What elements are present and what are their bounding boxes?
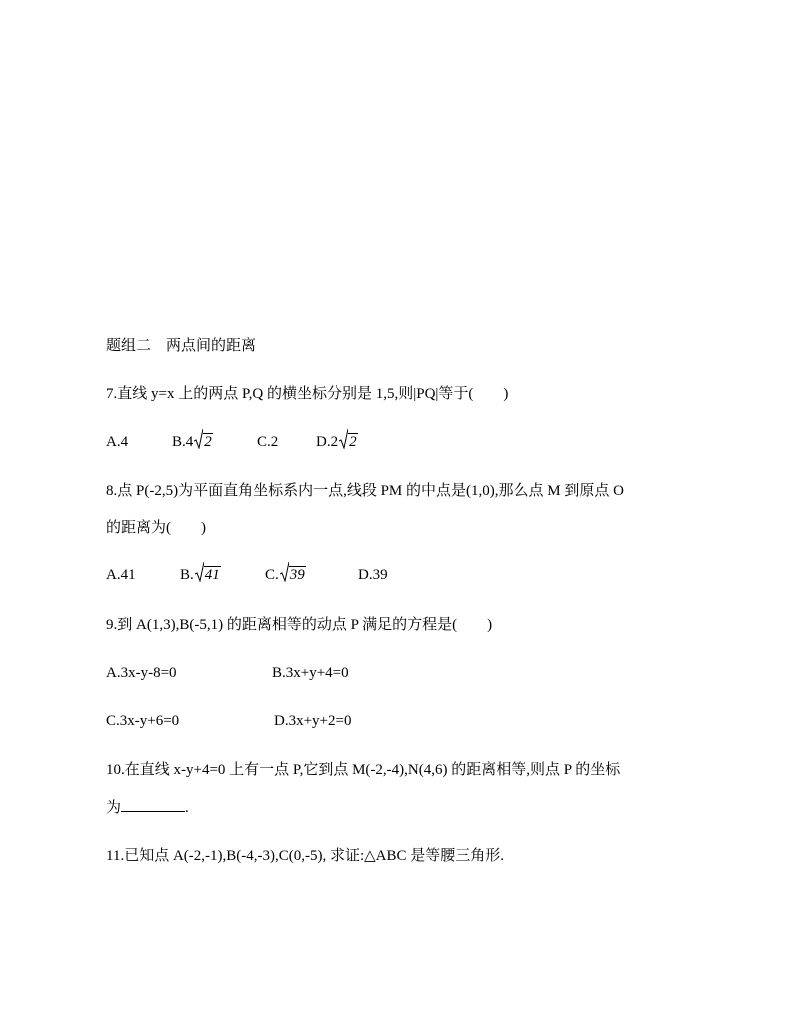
question-10-stem-line1: 10.在直线 x-y+4=0 上有一点 P,它到点 M(-2,-4),N(4,6) 的距离相等,则点 P 的坐标	[106, 762, 621, 778]
q7-option-d	[316, 432, 358, 452]
sqrt-symbol	[194, 432, 213, 452]
sqrt-symbol	[195, 565, 221, 585]
q9-option-a: A.3x-y-8=0	[106, 665, 177, 681]
q8-option-b-prefix: B.	[180, 567, 194, 583]
q7-option-d-radicand: 2	[349, 434, 357, 450]
q9-option-b: B.3x+y+4=0	[272, 665, 349, 681]
q7-option-b	[172, 432, 213, 452]
q8-option-c-prefix: C.	[265, 567, 279, 583]
sqrt-symbol	[339, 432, 358, 452]
section-title: 题组二 两点间的距离	[106, 338, 257, 354]
q8-option-c	[265, 565, 306, 585]
q10-line2-suffix: .	[185, 800, 189, 816]
sqrt-symbol	[280, 565, 306, 585]
q7-option-a: A.4	[106, 434, 129, 450]
q9-option-d: D.3x+y+2=0	[274, 713, 352, 729]
question-11-stem: 11.已知点 A(-2,-1),B(-4,-3),C(0,-5), 求证:△ABC 是等腰三角形.	[106, 848, 505, 864]
q7-option-c: C.2	[257, 434, 279, 450]
q10-line2-prefix: 为	[106, 800, 122, 816]
question-7-stem: 7.直线 y=x 上的两点 P,Q 的横坐标分别是 1,5,则|PQ|等于( )	[106, 386, 509, 402]
q7-option-d-prefix: D.2	[316, 434, 339, 450]
answer-blank[interactable]	[121, 797, 185, 812]
question-8-stem-line1: 8.点 P(-2,5)为平面直角坐标系内一点,线段 PM 的中点是(1,0),那么点 M 到原点 O	[106, 483, 624, 499]
q7-option-b-radicand: 2	[204, 434, 212, 450]
question-9-stem: 9.到 A(1,3),B(-5,1) 的距离相等的动点 P 满足的方程是( )	[106, 617, 493, 633]
q8-option-b-radicand: 41	[204, 567, 220, 583]
question-8-stem-line2: 的距离为( )	[106, 520, 206, 536]
q8-option-d: D.39	[358, 567, 388, 583]
q7-option-b-prefix: B.4	[172, 434, 194, 450]
q8-option-c-radicand: 39	[289, 567, 305, 583]
q8-option-b	[180, 565, 221, 585]
q8-option-a: A.41	[106, 567, 136, 583]
question-10-stem-line2	[106, 797, 189, 818]
q9-option-c: C.3x-y+6=0	[106, 713, 180, 729]
